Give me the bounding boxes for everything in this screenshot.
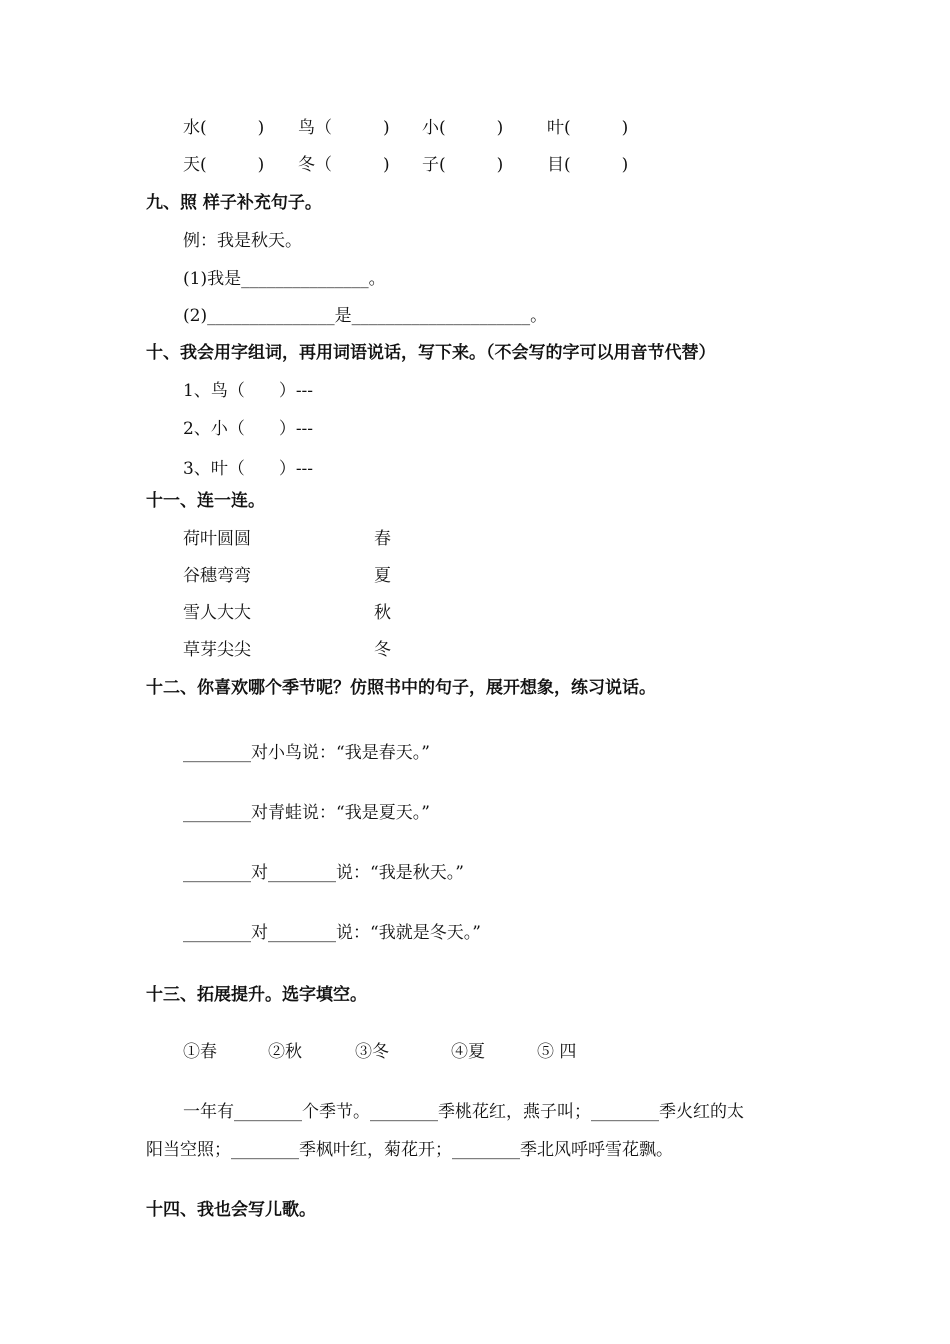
match-right-3: 秋 [374,603,391,623]
char-blank-4: 叶( ) [547,118,629,138]
match-left-4: 草芽尖尖 [183,640,251,660]
option-1: ①春 [183,1042,217,1062]
char-blank-6: 冬（ ) [298,155,390,175]
section14-title: 十四、我也会写儿歌。 [146,1200,316,1220]
option-4: ④夏 [451,1042,485,1062]
char-blank-8: 目( ) [547,155,629,175]
section12-line-3: ________对________说：“我是秋天。” [183,863,464,883]
match-right-1: 春 [374,529,391,549]
section10-item-1: 1、鸟（ ）--- [183,381,314,401]
section11-title: 十一、连一连。 [146,491,265,511]
section10-title: 十、我会用字组词，再用词语说话，写下来。（不会写的字可以用音节代替） [146,343,716,363]
char-blank-5: 天( ) [183,155,265,175]
char-blank-2: 鸟（ ) [298,118,390,138]
section10-item-2: 2、小（ ）--- [183,419,314,439]
section12-title: 十二、你喜欢哪个季节呢？仿照书中的句子，展开想象，练习说话。 [146,678,656,698]
section9-title: 九、照 样子补充句子。 [146,193,322,213]
match-right-2: 夏 [374,566,391,586]
section12-line-1: ________对小鸟说：“我是春天。” [183,743,430,763]
match-left-2: 谷穗弯弯 [183,566,251,586]
section10-item-3: 3、叶（ ）--- [183,459,314,479]
option-5: ⑤ 四 [537,1042,577,1062]
section12-line-2: ________对青蛙说：“我是夏天。” [183,803,430,823]
section12-line-4: ________对________说：“我就是冬天。” [183,923,481,943]
char-blank-3: 小( ) [422,118,504,138]
option-3: ③冬 [355,1042,389,1062]
section13-title: 十三、拓展提升。选字填空。 [146,985,367,1005]
match-right-4: 冬 [374,640,391,660]
char-blank-7: 子( ) [422,155,504,175]
section9-line1: (1)我是_______________。 [183,269,386,289]
section9-example: 例：我是秋天。 [183,231,302,251]
section9-line2: (2)_______________是_____________________。 [183,306,548,326]
section13-para-line1: 一年有________个季节。________季桃花红，燕子叫；________季火红的太 [183,1102,744,1122]
section13-para-line2: 阳当空照；________季枫叶红，菊花开；________季北风呼呼雪花飘。 [146,1140,673,1160]
match-left-1: 荷叶圆圆 [183,529,251,549]
char-blank-1: 水( ) [183,118,265,138]
match-left-3: 雪人大大 [183,603,251,623]
option-2: ②秋 [268,1042,302,1062]
